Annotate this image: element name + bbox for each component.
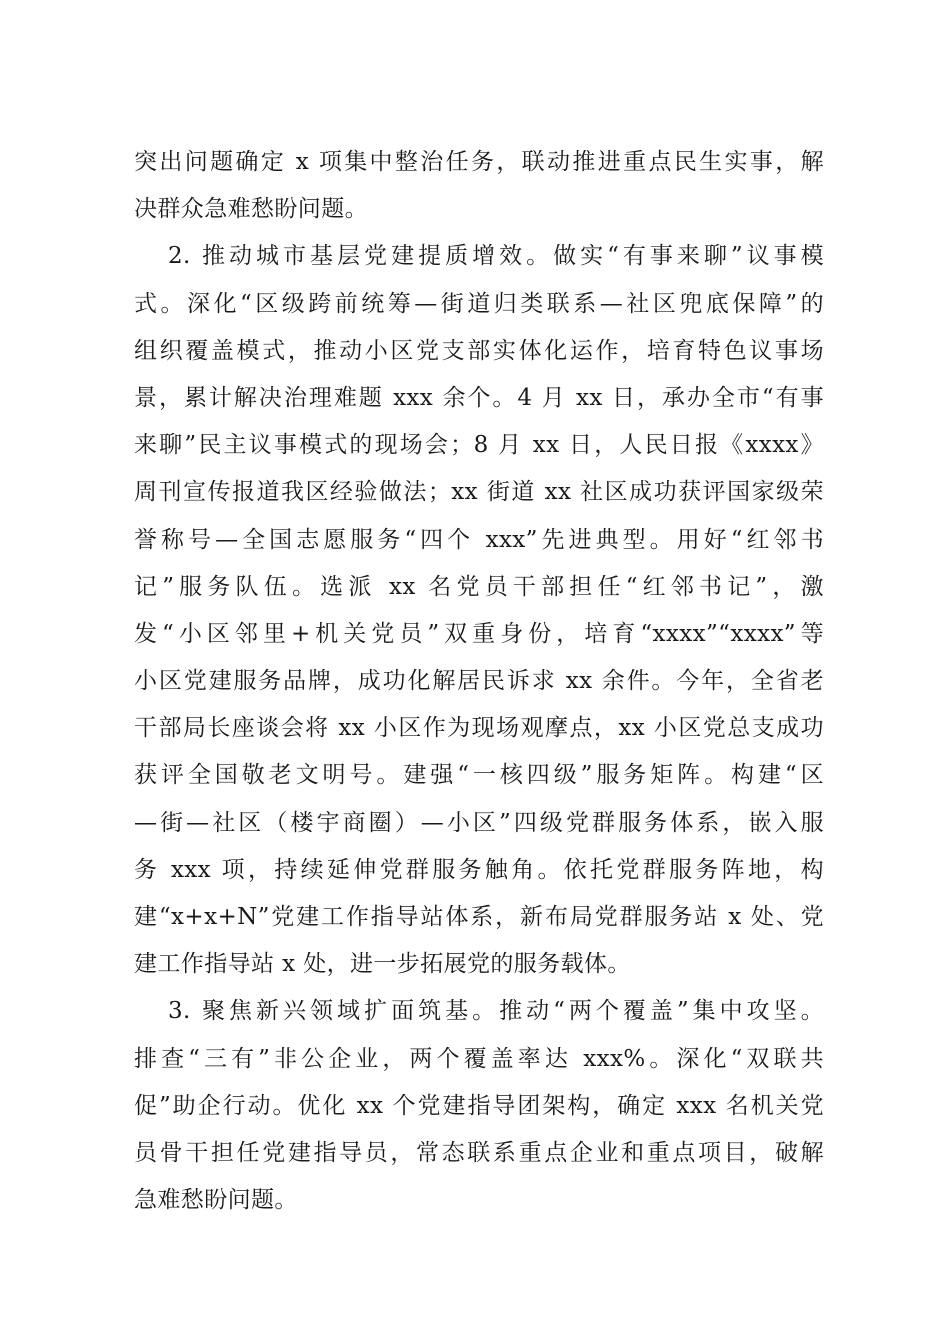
text-line: 2. 推动城市基层党建提质增效。做实“有事来聊”议事模	[168, 243, 824, 270]
text-line: 发“小区邻里+机关党员”双重身份，培育“xxxx”“xxxx”等	[134, 620, 824, 647]
text-line: 3. 聚焦新兴领域扩面筑基。推动“两个覆盖”集中攻坚。	[168, 998, 824, 1025]
text-line: 景，累计解决治理难题 xxx 余个。4 月 xx 日，承办全市“有事	[134, 384, 824, 411]
text-line: 决群众急难愁盼问题。	[134, 196, 368, 223]
text-line: 突出问题确定 x 项集中整治任务，联动推进重点民生实事，解	[134, 149, 824, 175]
text-line: 周刊宣传报道我区经验做法；xx 街道 xx 社区成功获评国家级荣	[134, 479, 824, 506]
text-line: 促”助企行动。优化 xx 个党建指导团架构，确定 xxx 名机关党	[134, 1092, 824, 1119]
text-line: 小区党建服务品牌，成功化解居民诉求 xx 余件。今年，全省老	[134, 668, 824, 695]
text-line: 干部局长座谈会将 xx 小区作为现场观摩点，xx 小区党总支成功	[134, 715, 824, 742]
document-body	[134, 139, 824, 1224]
text-line: 来聊”民主议事模式的现场会；8 月 xx 日，人民日报《xxxx》	[134, 432, 824, 459]
text-line: —街—社区（楼宇商圈）—小区”四级党群服务体系，嵌入服	[134, 809, 824, 836]
text-line: 员骨干担任党建指导员，常态联系重点企业和重点项目，破解	[134, 1139, 824, 1166]
text-line: 式。深化“区级跨前统筹—街道归类联系—社区兜底保障”的	[134, 290, 824, 317]
text-line: 建“x+x+N”党建工作指导站体系，新布局党群服务站 x 处、党	[134, 904, 824, 930]
text-line: 急难愁盼问题。	[134, 1187, 298, 1214]
text-line: 务 xxx 项，持续延伸党群服务触角。依托党群服务阵地，构	[134, 856, 824, 883]
text-line: 组织覆盖模式，推动小区党支部实体化运作，培育特色议事场	[134, 337, 824, 364]
text-line: 排查“三有”非公企业，两个覆盖率达 xxx%。深化“双联共	[134, 1045, 824, 1072]
text-line: 记”服务队伍。选派 xx 名党员干部担任“红邻书记”，激	[134, 573, 824, 600]
text-line: 建工作指导站 x 处，进一步拓展党的服务载体。	[134, 951, 631, 978]
text-line: 获评全国敬老文明号。建强“一核四级”服务矩阵。构建“区	[134, 762, 824, 789]
text-line: 誉称号—全国志愿服务“四个 xxx”先进典型。用好“红邻书	[134, 526, 824, 553]
